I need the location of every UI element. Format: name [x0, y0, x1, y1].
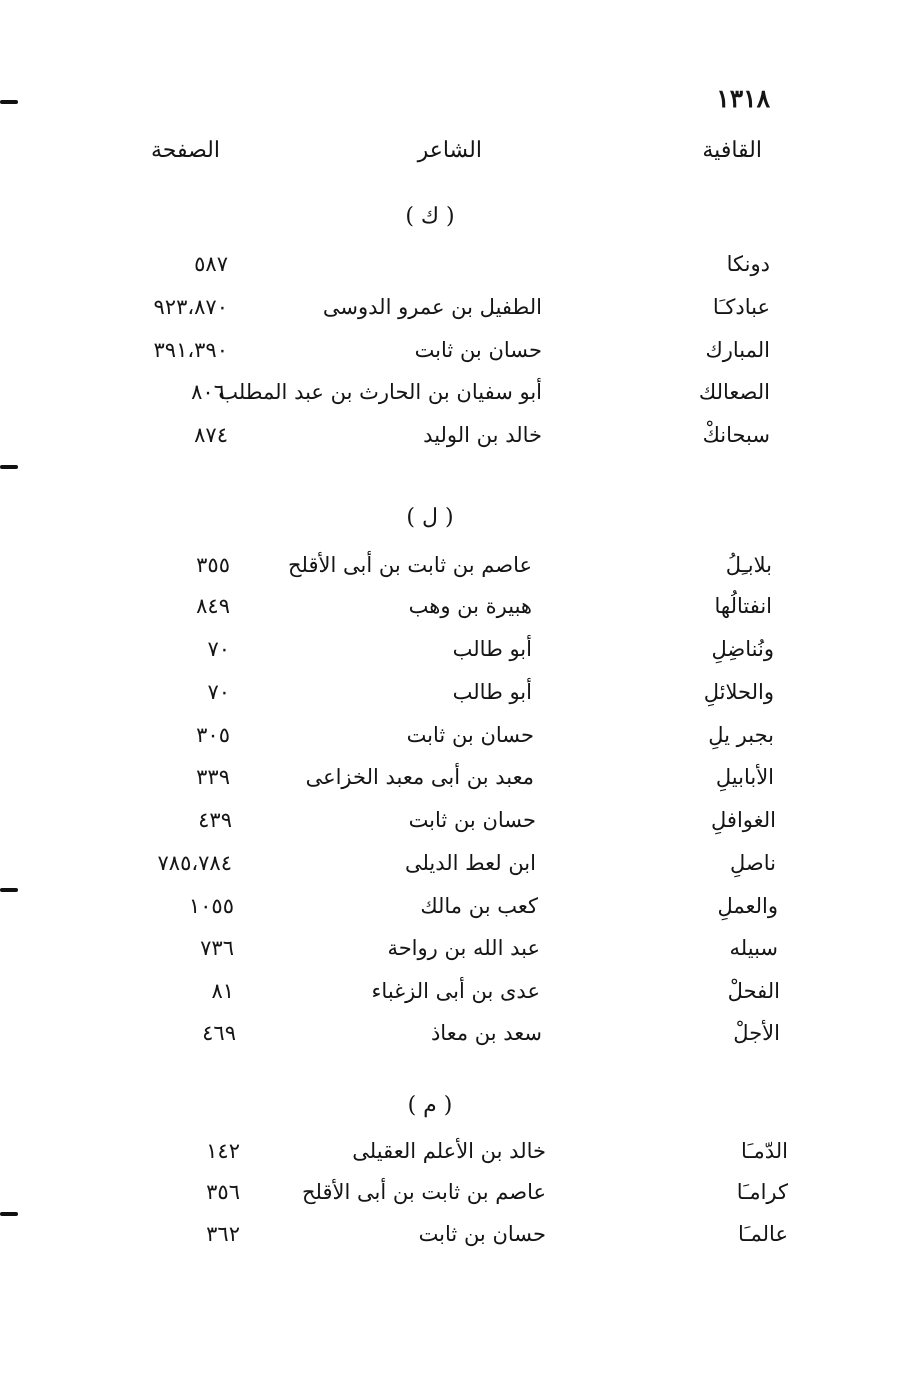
- rhyme-cell: انفتالُها: [714, 594, 772, 618]
- rhyme-cell: المبارك: [705, 338, 770, 362]
- poet-cell: خالد بن الوليد: [423, 423, 542, 447]
- table-row: [0, 936, 920, 974]
- poet-cell: عاصم بن ثابت بن أبى الأقلح: [301, 1180, 546, 1204]
- table-row: [0, 338, 920, 376]
- page-cell: ٣٠٥: [196, 723, 230, 747]
- page-number: ١٣١٨: [716, 84, 770, 113]
- table-row: [0, 723, 920, 761]
- rhyme-cell: الدّمـَا: [740, 1139, 788, 1163]
- table-row: [0, 252, 920, 290]
- table-row: [0, 808, 920, 846]
- table-row: [0, 594, 920, 632]
- margin-mark: [0, 1212, 18, 1216]
- page-cell: ٣٣٩: [196, 765, 230, 789]
- page-cell: ٣٦٢: [206, 1222, 240, 1246]
- poet-cell: حسان بن ثابت: [408, 808, 536, 832]
- table-row: [0, 380, 920, 418]
- poet-cell: كعب بن مالك: [420, 894, 538, 918]
- rhyme-cell: كرامـَا: [736, 1180, 788, 1204]
- page-cell: ٤٣٩: [198, 808, 232, 832]
- table-row: [0, 423, 920, 461]
- poet-cell: أبو طالب: [452, 680, 532, 704]
- rhyme-cell: والعملِ: [717, 894, 778, 918]
- poet-cell: سعد بن معاذ: [430, 1021, 542, 1045]
- page-cell: ٣٥٥: [196, 553, 230, 577]
- table-row: [0, 765, 920, 803]
- rhyme-cell: الأبابيلِ: [715, 765, 774, 789]
- rhyme-cell: ناصلِ: [730, 851, 776, 875]
- poet-cell: حسان بن ثابت: [418, 1222, 546, 1246]
- table-row: [0, 1139, 920, 1177]
- rhyme-cell: الغوافلِ: [711, 808, 776, 832]
- page-cell: ٧٠: [207, 637, 230, 661]
- rhyme-cell: الأجلْ: [733, 1021, 780, 1045]
- section-letter-kaf: ( ك ): [405, 204, 455, 229]
- margin-mark: [0, 100, 18, 104]
- poet-cell: حسان بن ثابت: [406, 723, 534, 747]
- table-row: [0, 1222, 920, 1260]
- page-cell: ٣٥٦: [206, 1180, 240, 1204]
- rhyme-cell: سبحانكْ: [702, 423, 770, 447]
- page-cell: ٨١: [211, 979, 234, 1003]
- rhyme-cell: عالمـَا: [737, 1222, 788, 1246]
- table-row: [0, 295, 920, 333]
- table-row: [0, 680, 920, 718]
- poet-cell: حسان بن ثابت: [414, 338, 542, 362]
- margin-mark: [0, 888, 18, 892]
- poet-cell: أبو سفيان بن الحارث بن عبد المطلب: [218, 380, 542, 404]
- page-cell: ٧٠: [207, 680, 230, 704]
- page-cell: ٥٨٧: [194, 252, 228, 276]
- table-row: [0, 979, 920, 1017]
- rhyme-cell: بلابـِلُ: [725, 553, 772, 577]
- table-row: [0, 851, 920, 889]
- table-row: [0, 553, 920, 591]
- poet-cell: خالد بن الأعلم العقيلى: [352, 1139, 546, 1163]
- table-row: [0, 1180, 920, 1218]
- poet-cell: الطفيل بن عمرو الدوسى: [322, 295, 542, 319]
- rhyme-cell: الفحلْ: [727, 979, 780, 1003]
- poet-cell: عاصم بن ثابت بن أبى الأقلح: [287, 553, 532, 577]
- table-row: [0, 637, 920, 675]
- rhyme-cell: والحلائلِ: [703, 680, 774, 704]
- rhyme-cell: بجبر يلِ: [708, 723, 774, 747]
- rhyme-cell: ونُناضِلِ: [711, 637, 774, 661]
- table-row: [0, 894, 920, 932]
- page-cell: ٨٧٤: [194, 423, 228, 447]
- page-cell: ٤٦٩: [202, 1021, 236, 1045]
- page-cell: ٨٠٦: [191, 380, 225, 404]
- rhyme-cell: الصعالك: [698, 380, 770, 404]
- page-cell: ٧٣٦: [200, 936, 234, 960]
- header-page: الصفحة: [150, 138, 220, 163]
- poet-cell: أبو طالب: [452, 637, 532, 661]
- header-poet: الشاعر: [417, 138, 482, 163]
- table-row: [0, 1021, 920, 1059]
- poet-cell: معبد بن أبى معبد الخزاعى: [305, 765, 534, 789]
- rhyme-cell: دونكا: [726, 252, 770, 276]
- page-cell: ٩٢٣،٨٧٠: [153, 295, 228, 319]
- rhyme-cell: سبيله: [729, 936, 778, 960]
- page-cell: ١٤٢: [206, 1139, 240, 1163]
- section-letter-lam: ( ل ): [406, 505, 454, 530]
- poet-cell: هبيرة بن وهب: [408, 594, 532, 618]
- poet-cell: عدى بن أبى الزغباء: [371, 979, 540, 1003]
- page-cell: ٨٤٩: [196, 594, 230, 618]
- page-cell: ٣٩١،٣٩٠: [153, 338, 228, 362]
- header-rhyme: القافية: [702, 138, 762, 163]
- section-letter-mim: ( م ): [407, 1093, 453, 1118]
- margin-mark: [0, 465, 18, 469]
- poet-cell: ابن لعط الديلى: [404, 851, 536, 875]
- page-cell: ١٠٥٥: [188, 894, 234, 918]
- page-cell: ٧٨٥،٧٨٤: [157, 851, 232, 875]
- rhyme-cell: عبادكـَا: [712, 295, 770, 319]
- poet-cell: عبد الله بن رواحة: [387, 936, 540, 960]
